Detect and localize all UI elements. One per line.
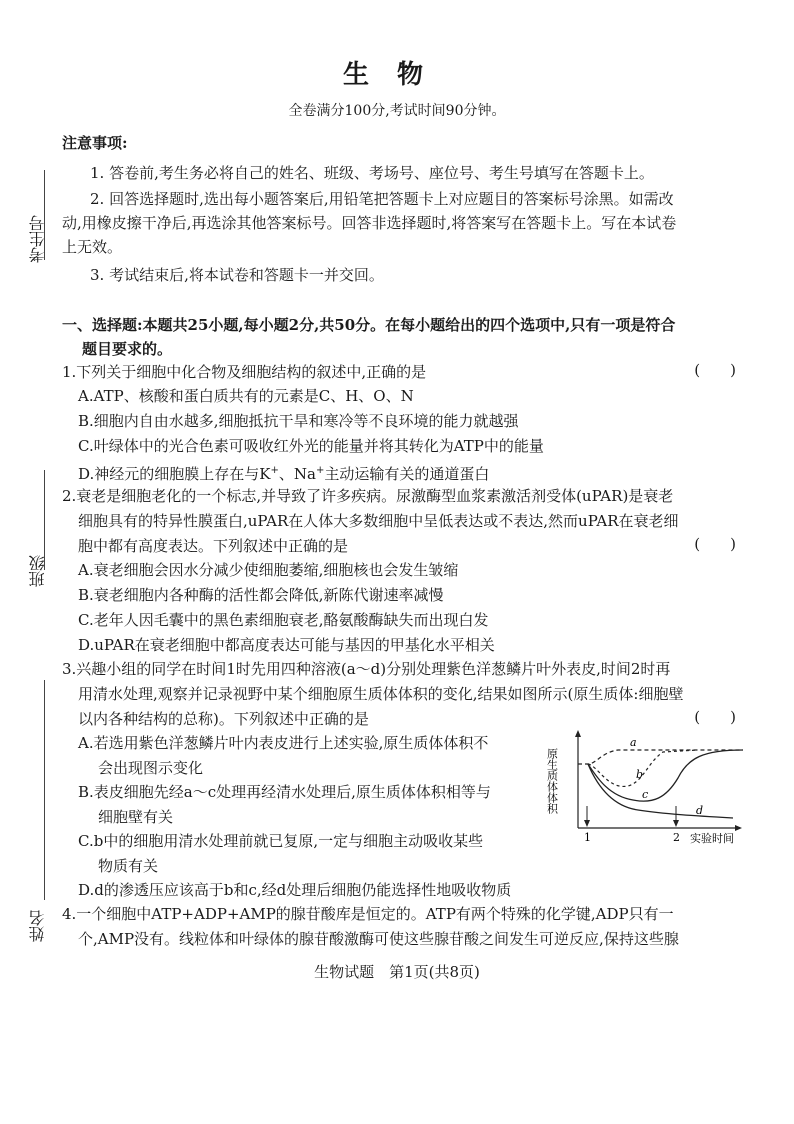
q3-option-a-1: A.若选用紫色洋葱鳞片叶内表皮进行上述实验,原生质体体积不 [78,734,489,752]
series-label-d: d [696,804,704,817]
q1-option-c: C.叶绿体中的光合色素可吸收红外光的能量并将其转化为ATP中的能量 [78,437,544,455]
q3-option-d: D.d的渗透压应该高于b和c,经d处理后细胞仍能选择性地吸收物质 [78,881,512,899]
section-heading-2: 题目要求的。 [82,340,173,358]
notice-item-2c: 上无效。 [62,238,123,256]
x-tick-1: 1 [584,831,591,844]
curve-c [588,750,743,801]
q3-stem-3: 以内各种结构的总称)。下列叙述中正确的是 [78,710,369,728]
notice-item-1: 1. 答卷前,考生务必将自己的姓名、班级、考场号、座位号、考生号填写在答题卡上。 [90,164,654,182]
q2-option-a: A.衰老细胞会因水分减少使细胞萎缩,细胞核也会发生皱缩 [78,561,459,579]
q2-option-d: D.uPAR在衰老细胞中都高度表达可能与基因的甲基化水平相关 [78,636,495,654]
exam-number-label: 考生号 [28,215,47,263]
k-charge: + [270,465,279,476]
q3-stem-1: 3.兴趣小组的同学在时间1时先用四种溶液(a～d)分别处理紫色洋葱鳞片叶外表皮,时间2时再 [62,660,671,678]
q2-stem-2: 细胞具有的特异性膜蛋白,uPAR在人体大多数细胞中呈低表达或不表达,然而uPAR在衰老细 [78,512,679,530]
page-footer: 生物试题 第1页(共8页) [314,963,480,981]
q3-option-b-2: 细胞壁有关 [98,808,174,826]
binding-line-low [44,680,45,900]
q4-stem-2: 个,AMP没有。线粒体和叶绿体的腺苷酸激酶可使这些腺苷酸之间发生可逆反应,保持这些腺 [78,930,679,948]
q3-answer-paren: ( ) [694,708,736,726]
class-label: 班级 [28,555,47,587]
q3-option-c-1: C.b中的细胞用清水处理前就已复原,一定与细胞主动吸收某些 [78,832,484,850]
series-label-c: c [642,788,649,801]
time-2-arrow [673,820,679,827]
q3-option-c-2: 物质有关 [98,857,159,875]
x-axis-label: 实验时间 [690,832,734,845]
time-1-arrow [584,820,590,827]
q4-stem-1: 4.一个细胞中ATP+ADP+AMP的腺苷酸库是恒定的。ATP有两个特殊的化学键,ADP只有一 [62,905,674,923]
q1-option-b: B.细胞内自由水越多,细胞抵抗干旱和寒冷等不良环境的能力就越强 [78,412,519,430]
notice-item-2a: 2. 回答选择题时,选出每小题答案后,用铅笔把答题卡上对应题目的答案标号涂黑。如需改 [90,190,674,208]
q2-answer-paren: ( ) [694,535,736,553]
section-heading-1: 一、选择题:本题共25小题,每小题2分,共50分。在每小题给出的四个选项中,只有一项是符合 [62,316,676,334]
name-label: 姓名 [28,910,47,942]
series-label-b: b [636,768,644,781]
q1-stem: 1.下列关于细胞中化合物及细胞结构的叙述中,正确的是 [62,363,427,381]
curve-d [588,764,733,818]
exam-info: 全卷满分100分,考试时间90分钟。 [288,103,506,119]
y-axis-label: 原生质体体积 [545,748,559,814]
q1-option-d-pre: D.神经元的细胞膜上存在与K [78,465,271,483]
q2-stem-3: 胞中都有高度表达。下列叙述中正确的是 [78,537,349,555]
q3-stem-2: 用清水处理,观察并记录视野中某个细胞原生质体体积的变化,结果如图所示(原生质体:细胞壁 [78,685,684,703]
x-axis-arrow [735,825,742,831]
q1-option-a: A.ATP、核酸和蛋白质共有的元素是C、H、O、N [78,387,414,405]
q1-answer-paren: ( ) [694,361,736,379]
x-tick-2: 2 [673,831,680,844]
na-charge: + [315,465,325,476]
q2-stem-1: 2.衰老是细胞老化的一个标志,并导致了许多疾病。尿激酶型血浆素激活剂受体(uPAR)是衰老 [62,487,674,505]
q2-option-c: C.老年人因毛囊中的黑色素细胞衰老,酪氨酸酶缺失而出现白发 [78,611,489,629]
q3-option-a-2: 会出现图示变化 [98,759,204,777]
series-label-a: a [630,736,637,749]
q3-option-b-1: B.表皮细胞先经a～c处理再经清水处理后,原生质体体积相等与 [78,783,491,801]
notice-item-3: 3. 考试结束后,将本试卷和答题卡一并交回。 [90,266,384,284]
q2-option-b: B.衰老细胞内各种酶的活性都会降低,新陈代谢速率减慢 [78,586,444,604]
notice-item-2b: 动,用橡皮擦干净后,再选涂其他答案标号。回答非选择题时,将答案写在答题卡上。写在本试卷 [62,214,677,232]
q1-option-d-post: 主动运输有关的通道蛋白 [324,465,490,483]
notice-heading: 注意事项: [62,134,128,152]
q1-option-d-mid: 、Na [278,465,316,483]
page-title: 生物 [342,60,451,90]
protoplast-volume-chart [538,728,750,853]
y-axis-arrow [575,730,581,737]
